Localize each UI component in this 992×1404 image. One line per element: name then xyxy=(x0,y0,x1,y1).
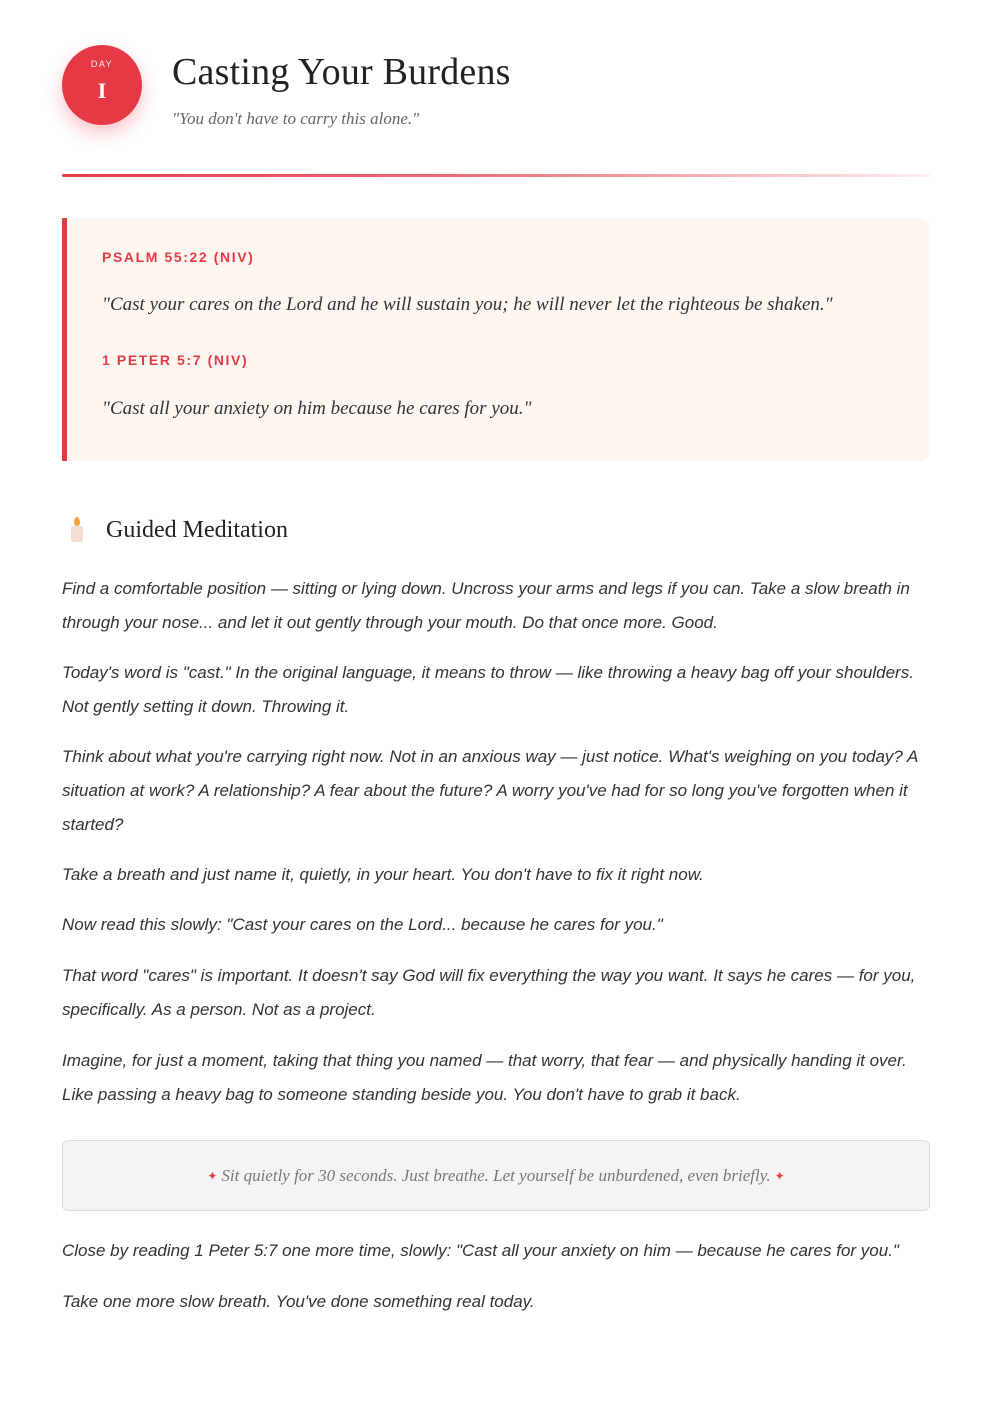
day-badge xyxy=(62,45,142,125)
closing-paragraph: Take one more slow breath. You've done something real today. xyxy=(62,1292,535,1311)
page-title: Casting Your Burdens xyxy=(172,51,511,93)
scripture-verse-1: "Cast your cares on the Lord and he will sustain you; he will never let the righteous be shaken." xyxy=(102,294,833,315)
section-heading xyxy=(62,514,288,546)
meditation-paragraph: Today's word is "cast." In the original language, it means to throw — like throwing a heavy bag off your shoulders. Not gently setting it down. Throwing it. xyxy=(62,663,914,716)
pause-text: Sit quietly for 30 seconds. Just breathe. Let yourself be unburdened, even briefly. xyxy=(221,1165,771,1185)
day-label: DAY xyxy=(90,59,114,69)
scripture-reference-2: 1 PETER 5:7 (NIV) xyxy=(102,352,249,368)
scripture-reference-1: PSALM 55:22 (NIV) xyxy=(102,249,255,265)
day-number: I xyxy=(97,78,107,103)
closing-paragraph: Close by reading 1 Peter 5:7 one more time, slowly: "Cast all your anxiety on him — because he cares for you." xyxy=(62,1241,899,1260)
header-divider xyxy=(62,174,930,177)
pause-callout xyxy=(62,1140,930,1211)
section-title: Guided Meditation xyxy=(106,516,288,543)
meditation-paragraph: Find a comfortable position — sitting or lying down. Uncross your arms and legs if you can. Take a slow breath in through your nose... and let it out gently through your mouth. Do that once more. Good. xyxy=(62,579,910,632)
sparkle-icon: ✦ xyxy=(774,1168,785,1183)
sparkle-icon: ✦ xyxy=(207,1168,218,1183)
meditation-paragraph: Think about what you're carrying right now. Not in an anxious way — just notice. What's weighing on you today? A situation at work? A relationship? A fear about the future? A worry you've had for so long you've forgotten when it started? xyxy=(62,747,918,834)
meditation-paragraph: That word "cares" is important. It doesn't say God will fix everything the way you want. It says he cares — for you, specifically. As a person. Not as a project. xyxy=(62,966,916,1019)
candle-icon xyxy=(62,515,92,545)
page-subtitle: "You don't have to carry this alone." xyxy=(172,109,420,128)
meditation-paragraph: Take a breath and just name it, quietly, in your heart. You don't have to fix it right now. xyxy=(62,865,704,884)
meditation-paragraph: Imagine, for just a moment, taking that thing you named — that worry, that fear — and physically handing it over. Like passing a heavy bag to someone standing beside you. You don't have to grab it back. xyxy=(62,1051,907,1104)
meditation-paragraph: Now read this slowly: "Cast your cares on the Lord... because he cares for you." xyxy=(62,915,663,934)
scripture-box xyxy=(62,218,930,461)
scripture-verse-2: "Cast all your anxiety on him because he cares for you." xyxy=(102,398,532,419)
